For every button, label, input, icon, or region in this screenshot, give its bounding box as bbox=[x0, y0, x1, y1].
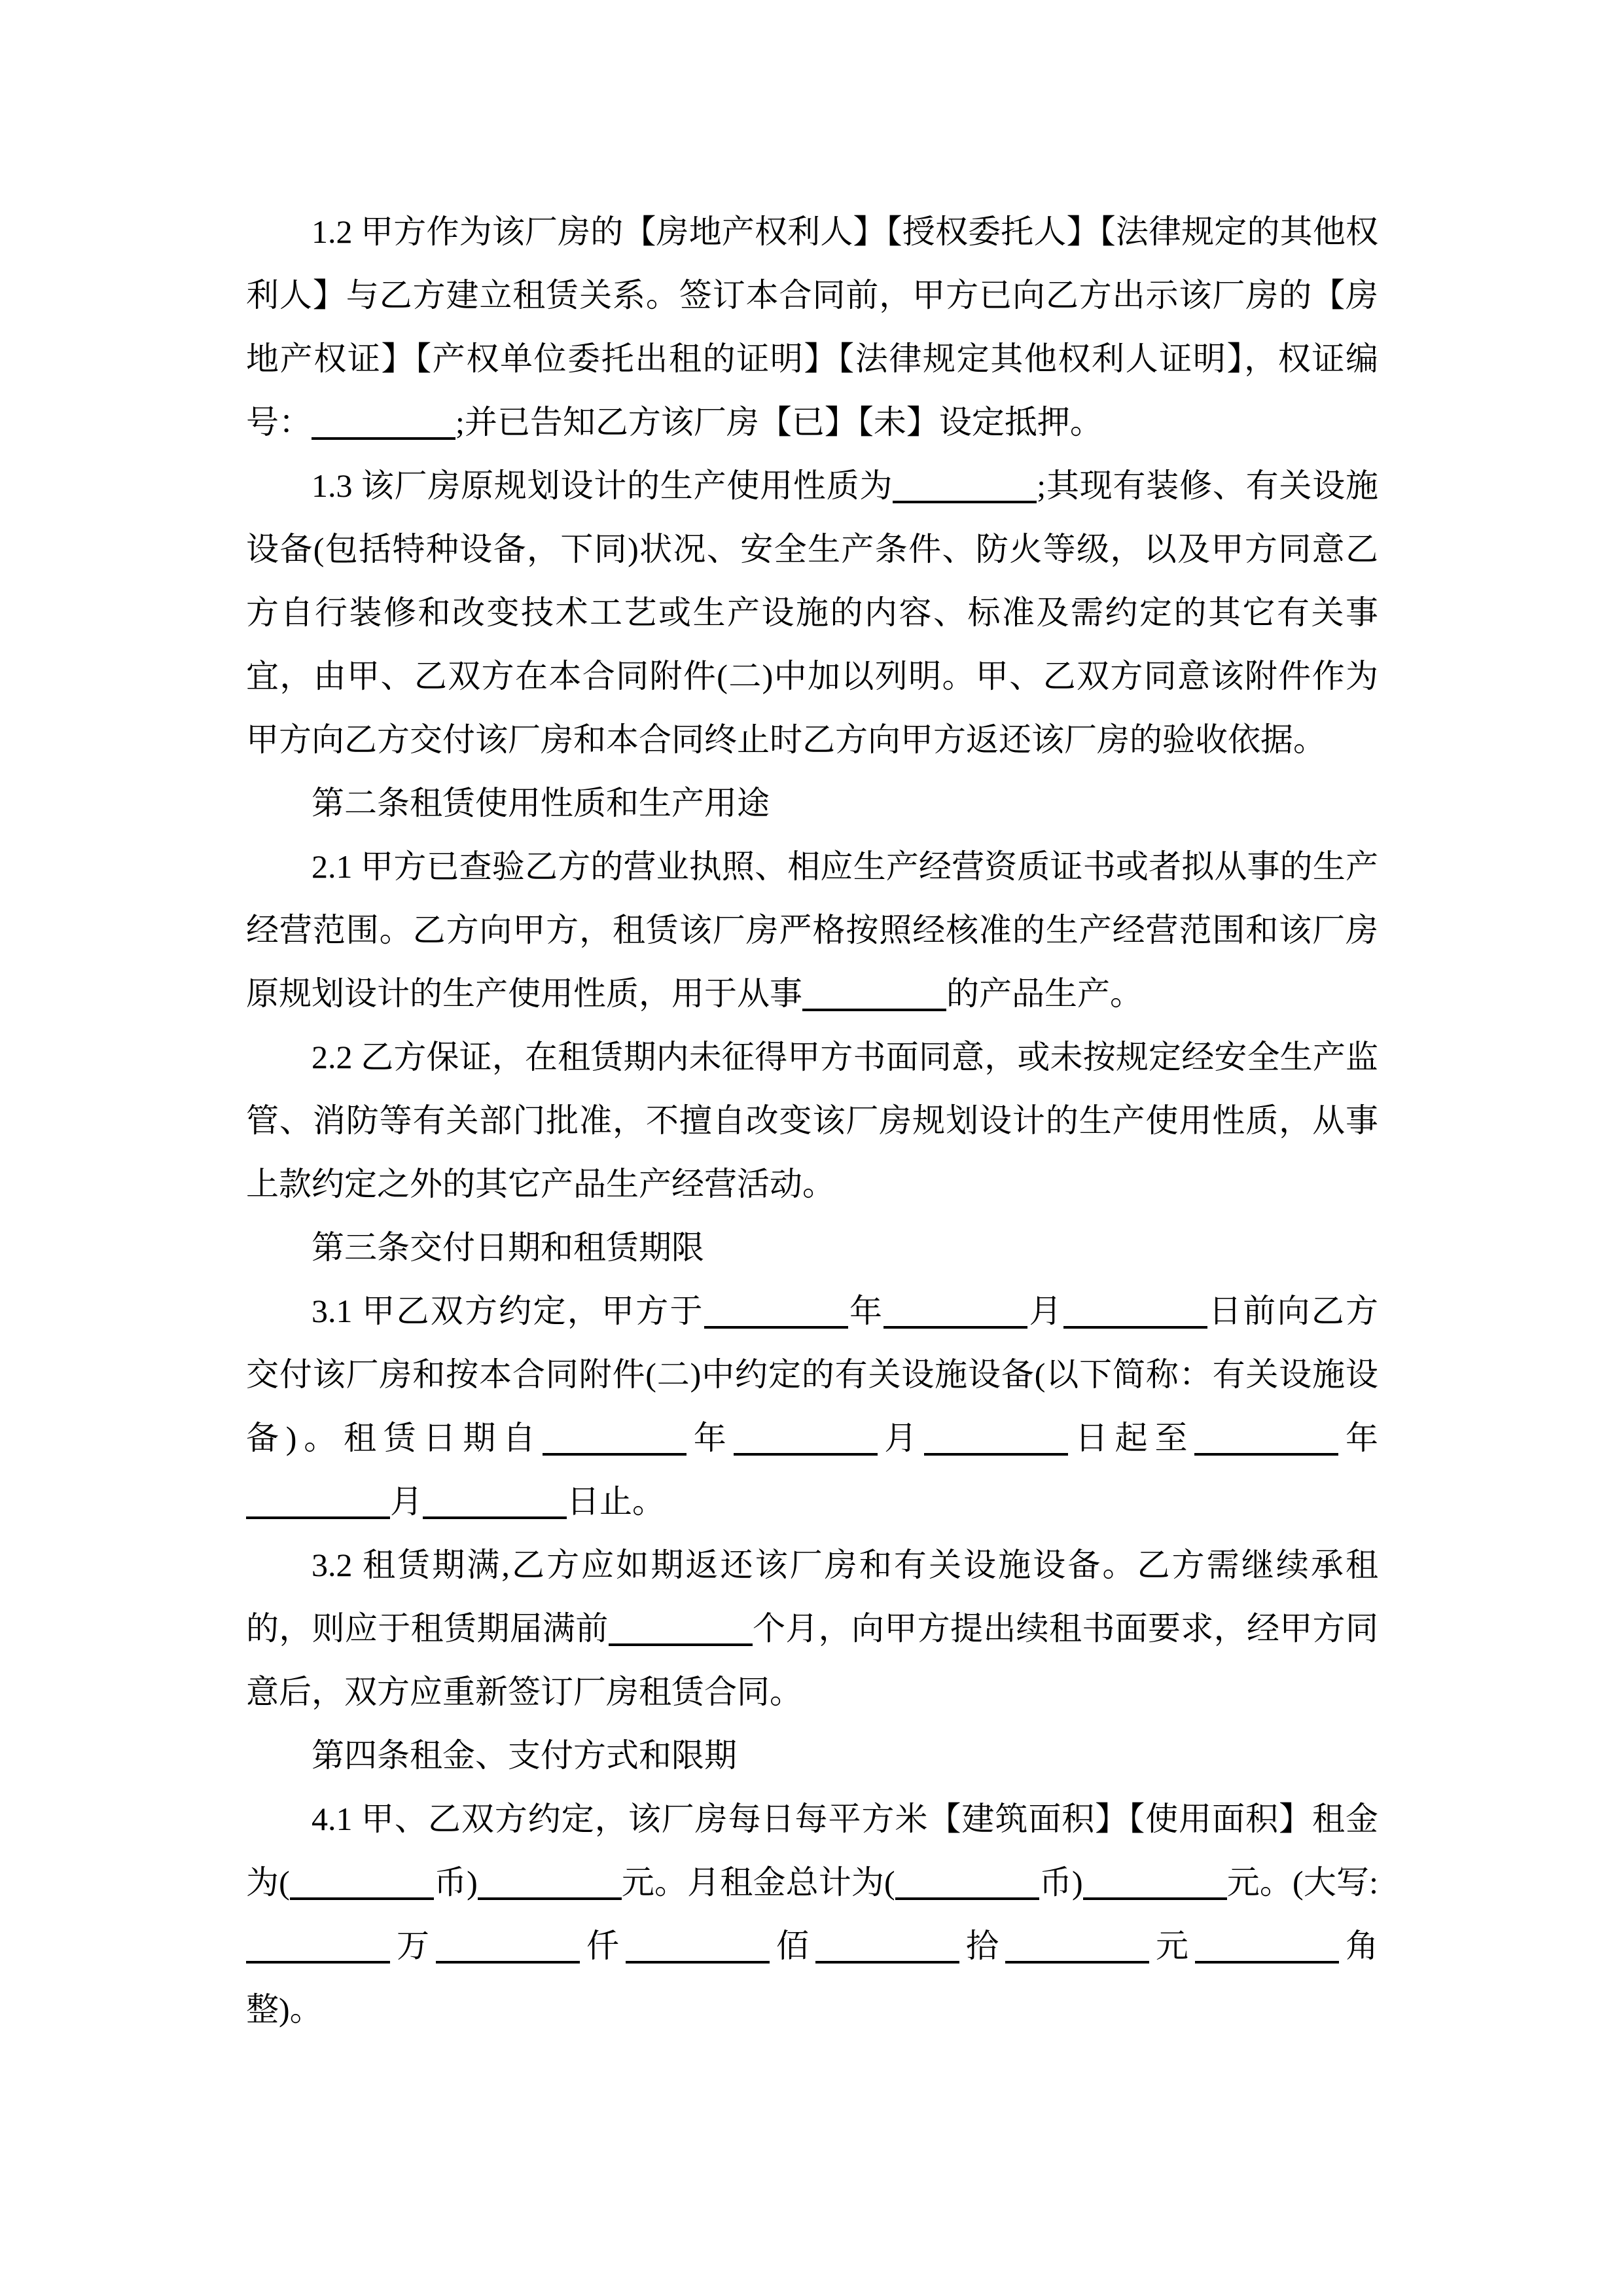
fill-in-blank[interactable] bbox=[1194, 1416, 1338, 1456]
fill-in-blank[interactable] bbox=[290, 1861, 434, 1900]
contract-paragraph bbox=[246, 1280, 1378, 1534]
fill-in-blank[interactable] bbox=[626, 1924, 770, 1964]
text-run: ;其现有装修、有关设施设备(包括特种设备，下同)状况、安全生产条件、防火等级，以及甲方同意乙方自行装修和改变技术工艺或生产设施的内容、标准及需约定的其它有关事宜，由甲、乙双方在本合同附件(二)中加以列明。甲、乙双方同意该附件作为甲方向乙方交付该厂房和本合同终止时乙方向甲方返还该厂房的验收依据。 bbox=[246, 467, 1378, 758]
text-run: 月 bbox=[877, 1420, 925, 1456]
fill-in-blank[interactable] bbox=[924, 1416, 1068, 1456]
text-run: 4.1 甲、乙双方约定，该厂房每日每平方米【建筑面积】【使用面积】租金为( bbox=[246, 1801, 1378, 1901]
contract-paragraph bbox=[246, 1787, 1378, 2041]
text-run: 2.2 乙方保证，在租赁期内未征得甲方书面同意，或未按规定经安全生产监管、消防等有关部门批准，不擅自改变该厂房规划设计的生产使用性质，从事上款约定之外的其它产品生产经营活动。 bbox=[246, 1039, 1378, 1202]
text-run: 3.2 租赁期满,乙方应如期返还该厂房和有关设施设备。乙方需继续承租的，则应于租赁期届满前 bbox=[246, 1547, 1378, 1647]
fill-in-blank[interactable] bbox=[815, 1924, 959, 1964]
text-run: 第四条租金、支付方式和限期 bbox=[312, 1737, 737, 1774]
text-run: 日起至 bbox=[1068, 1420, 1195, 1456]
text-run: 元。月租金总计为( bbox=[621, 1864, 895, 1901]
fill-in-blank[interactable] bbox=[423, 1480, 567, 1519]
section-heading bbox=[246, 772, 1378, 835]
fill-in-blank[interactable] bbox=[1005, 1924, 1149, 1964]
text-run: 仟 bbox=[580, 1928, 626, 1964]
fill-in-blank[interactable] bbox=[246, 1480, 390, 1519]
fill-in-blank[interactable] bbox=[543, 1416, 687, 1456]
text-run: 币) bbox=[1039, 1864, 1083, 1901]
fill-in-blank[interactable] bbox=[1063, 1289, 1207, 1329]
text-run: 月 bbox=[390, 1483, 423, 1520]
fill-in-blank[interactable] bbox=[893, 464, 1037, 503]
text-run: 1.3 该厂房原规划设计的生产使用性质为 bbox=[312, 467, 893, 504]
fill-in-blank[interactable] bbox=[704, 1289, 848, 1329]
contract-paragraph bbox=[246, 200, 1378, 454]
contract-paragraph bbox=[246, 1026, 1378, 1216]
fill-in-blank[interactable] bbox=[609, 1607, 753, 1646]
text-run: 佰 bbox=[770, 1928, 815, 1964]
text-run: 元 bbox=[1149, 1928, 1195, 1964]
document-body bbox=[246, 200, 1378, 2041]
fill-in-blank[interactable] bbox=[1195, 1924, 1339, 1964]
fill-in-blank[interactable] bbox=[436, 1924, 580, 1964]
text-run: 第三条交付日期和租赁期限 bbox=[312, 1229, 704, 1266]
text-run: 2.1 甲方已查验乙方的营业执照、相应生产经营资质证书或者拟从事的生产经营范围。乙方向甲方，租赁该厂房严格按照经核准的生产经营范围和该厂房原规划设计的生产使用性质，用于从事 bbox=[246, 848, 1378, 1012]
contract-paragraph bbox=[246, 835, 1378, 1026]
text-run: 3.1 甲乙双方约定，甲方于 bbox=[312, 1293, 704, 1329]
fill-in-blank[interactable] bbox=[246, 1924, 390, 1964]
text-run: 年 bbox=[1338, 1420, 1379, 1456]
text-run: 拾 bbox=[959, 1928, 1005, 1964]
text-run: 币) bbox=[433, 1864, 478, 1901]
text-run: 第二条租赁使用性质和生产用途 bbox=[312, 785, 770, 821]
fill-in-blank[interactable] bbox=[895, 1861, 1039, 1900]
text-run: ;并已告知乙方该厂房【已】【未】设定抵押。 bbox=[455, 404, 1103, 440]
text-run: 元。(大写: bbox=[1226, 1864, 1378, 1901]
fill-in-blank[interactable] bbox=[1083, 1861, 1227, 1900]
text-run: 日止。 bbox=[567, 1483, 665, 1520]
fill-in-blank[interactable] bbox=[312, 401, 455, 440]
contract-paragraph bbox=[246, 1534, 1378, 1724]
text-run: 日前向乙方交付该厂房和按本合同附件(二)中约定的有关设施设备(以下简称：有关设施设备)。租赁日期自 bbox=[246, 1293, 1378, 1456]
fill-in-blank[interactable] bbox=[883, 1289, 1027, 1329]
text-run: 个月，向甲方提出续租书面要求，经甲方同意后，双方应重新签订厂房租赁合同。 bbox=[246, 1610, 1379, 1710]
text-run: 1.2 甲方作为该厂房的【房地产权利人】【授权委托人】【法律规定的其他权利人】与乙方建立租赁关系。签订本合同前，甲方已向乙方出示该厂房的【房地产权证】【产权单位委托出租的证明】【法律规定其他权利人证明】，权证编号： bbox=[246, 213, 1378, 440]
section-heading bbox=[246, 1216, 1378, 1280]
contract-paragraph bbox=[246, 454, 1378, 772]
text-run: 年 bbox=[847, 1293, 884, 1329]
fill-in-blank[interactable] bbox=[802, 972, 946, 1011]
fill-in-blank[interactable] bbox=[478, 1861, 622, 1900]
section-heading bbox=[246, 1724, 1378, 1787]
text-run: 角整)。 bbox=[246, 1928, 1378, 2028]
fill-in-blank[interactable] bbox=[734, 1416, 878, 1456]
text-run: 年 bbox=[686, 1420, 734, 1456]
text-run: 的产品生产。 bbox=[946, 975, 1143, 1012]
text-run: 万 bbox=[390, 1928, 436, 1964]
text-run: 月 bbox=[1027, 1293, 1063, 1329]
